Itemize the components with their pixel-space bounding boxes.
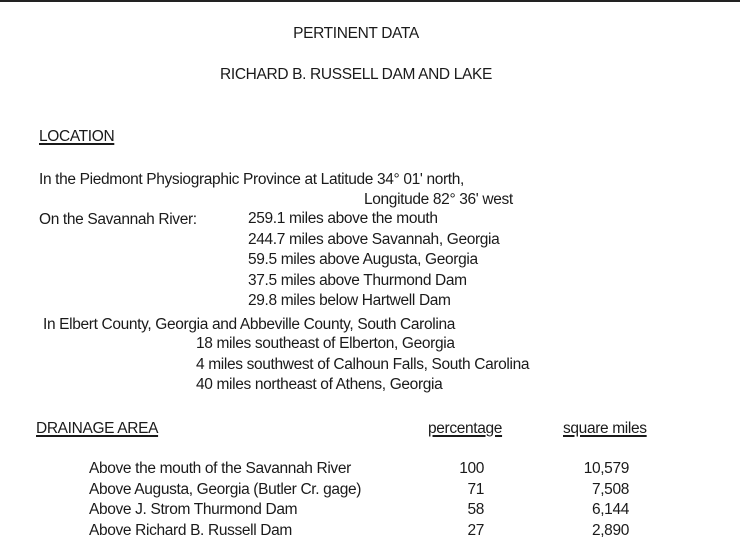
document-title: PERTINENT DATA bbox=[0, 25, 712, 43]
river-distance-item: 37.5 miles above Thurmond Dam bbox=[248, 271, 499, 292]
river-distance-item: 59.5 miles above Augusta, Georgia bbox=[248, 250, 499, 271]
drainage-row-label: Above Richard B. Russell Dam bbox=[89, 521, 361, 541]
town-distance-item: 18 miles southeast of Elberton, Georgia bbox=[196, 334, 529, 355]
river-distance-item: 259.1 miles above the mouth bbox=[248, 209, 499, 230]
river-distance-item: 244.7 miles above Savannah, Georgia bbox=[248, 230, 499, 251]
drainage-row-square-miles: 6,144 bbox=[558, 500, 629, 521]
drainage-row-percentage: 100 bbox=[434, 459, 484, 480]
percentage-column-header: percentage bbox=[428, 420, 502, 438]
drainage-row-percentage: 71 bbox=[434, 480, 484, 501]
document-subtitle: RICHARD B. RUSSELL DAM AND LAKE bbox=[0, 66, 712, 84]
drainage-percentage-column bbox=[434, 459, 484, 541]
top-border bbox=[0, 0, 740, 2]
drainage-row-label: Above the mouth of the Savannah River bbox=[89, 459, 361, 480]
drainage-row-square-miles: 7,508 bbox=[558, 480, 629, 501]
river-label: On the Savannah River: bbox=[39, 211, 197, 229]
location-heading: LOCATION bbox=[39, 128, 114, 146]
river-distance-item: 29.8 miles below Hartwell Dam bbox=[248, 291, 499, 312]
drainage-row-percentage: 27 bbox=[434, 521, 484, 541]
town-distances-list bbox=[196, 334, 529, 396]
drainage-area-heading: DRAINAGE AREA bbox=[36, 420, 158, 438]
town-distance-item: 40 miles northeast of Athens, Georgia bbox=[196, 375, 529, 396]
drainage-row-square-miles: 10,579 bbox=[558, 459, 629, 480]
drainage-square-miles-column bbox=[558, 459, 629, 541]
town-distance-item: 4 miles southwest of Calhoun Falls, South Carolina bbox=[196, 355, 529, 376]
drainage-labels-column bbox=[89, 459, 361, 541]
longitude-line: Longitude 82° 36' west bbox=[364, 191, 513, 209]
drainage-row-percentage: 58 bbox=[434, 500, 484, 521]
physiographic-line: In the Piedmont Physiographic Province at Latitude 34° 01' north, bbox=[39, 171, 464, 189]
drainage-row-label: Above Augusta, Georgia (Butler Cr. gage) bbox=[89, 480, 361, 501]
square-miles-column-header: square miles bbox=[563, 420, 647, 438]
county-line: In Elbert County, Georgia and Abbeville County, South Carolina bbox=[43, 316, 455, 334]
drainage-row-label: Above J. Strom Thurmond Dam bbox=[89, 500, 361, 521]
drainage-row-square-miles: 2,890 bbox=[558, 521, 629, 541]
river-distances-list bbox=[248, 209, 499, 312]
